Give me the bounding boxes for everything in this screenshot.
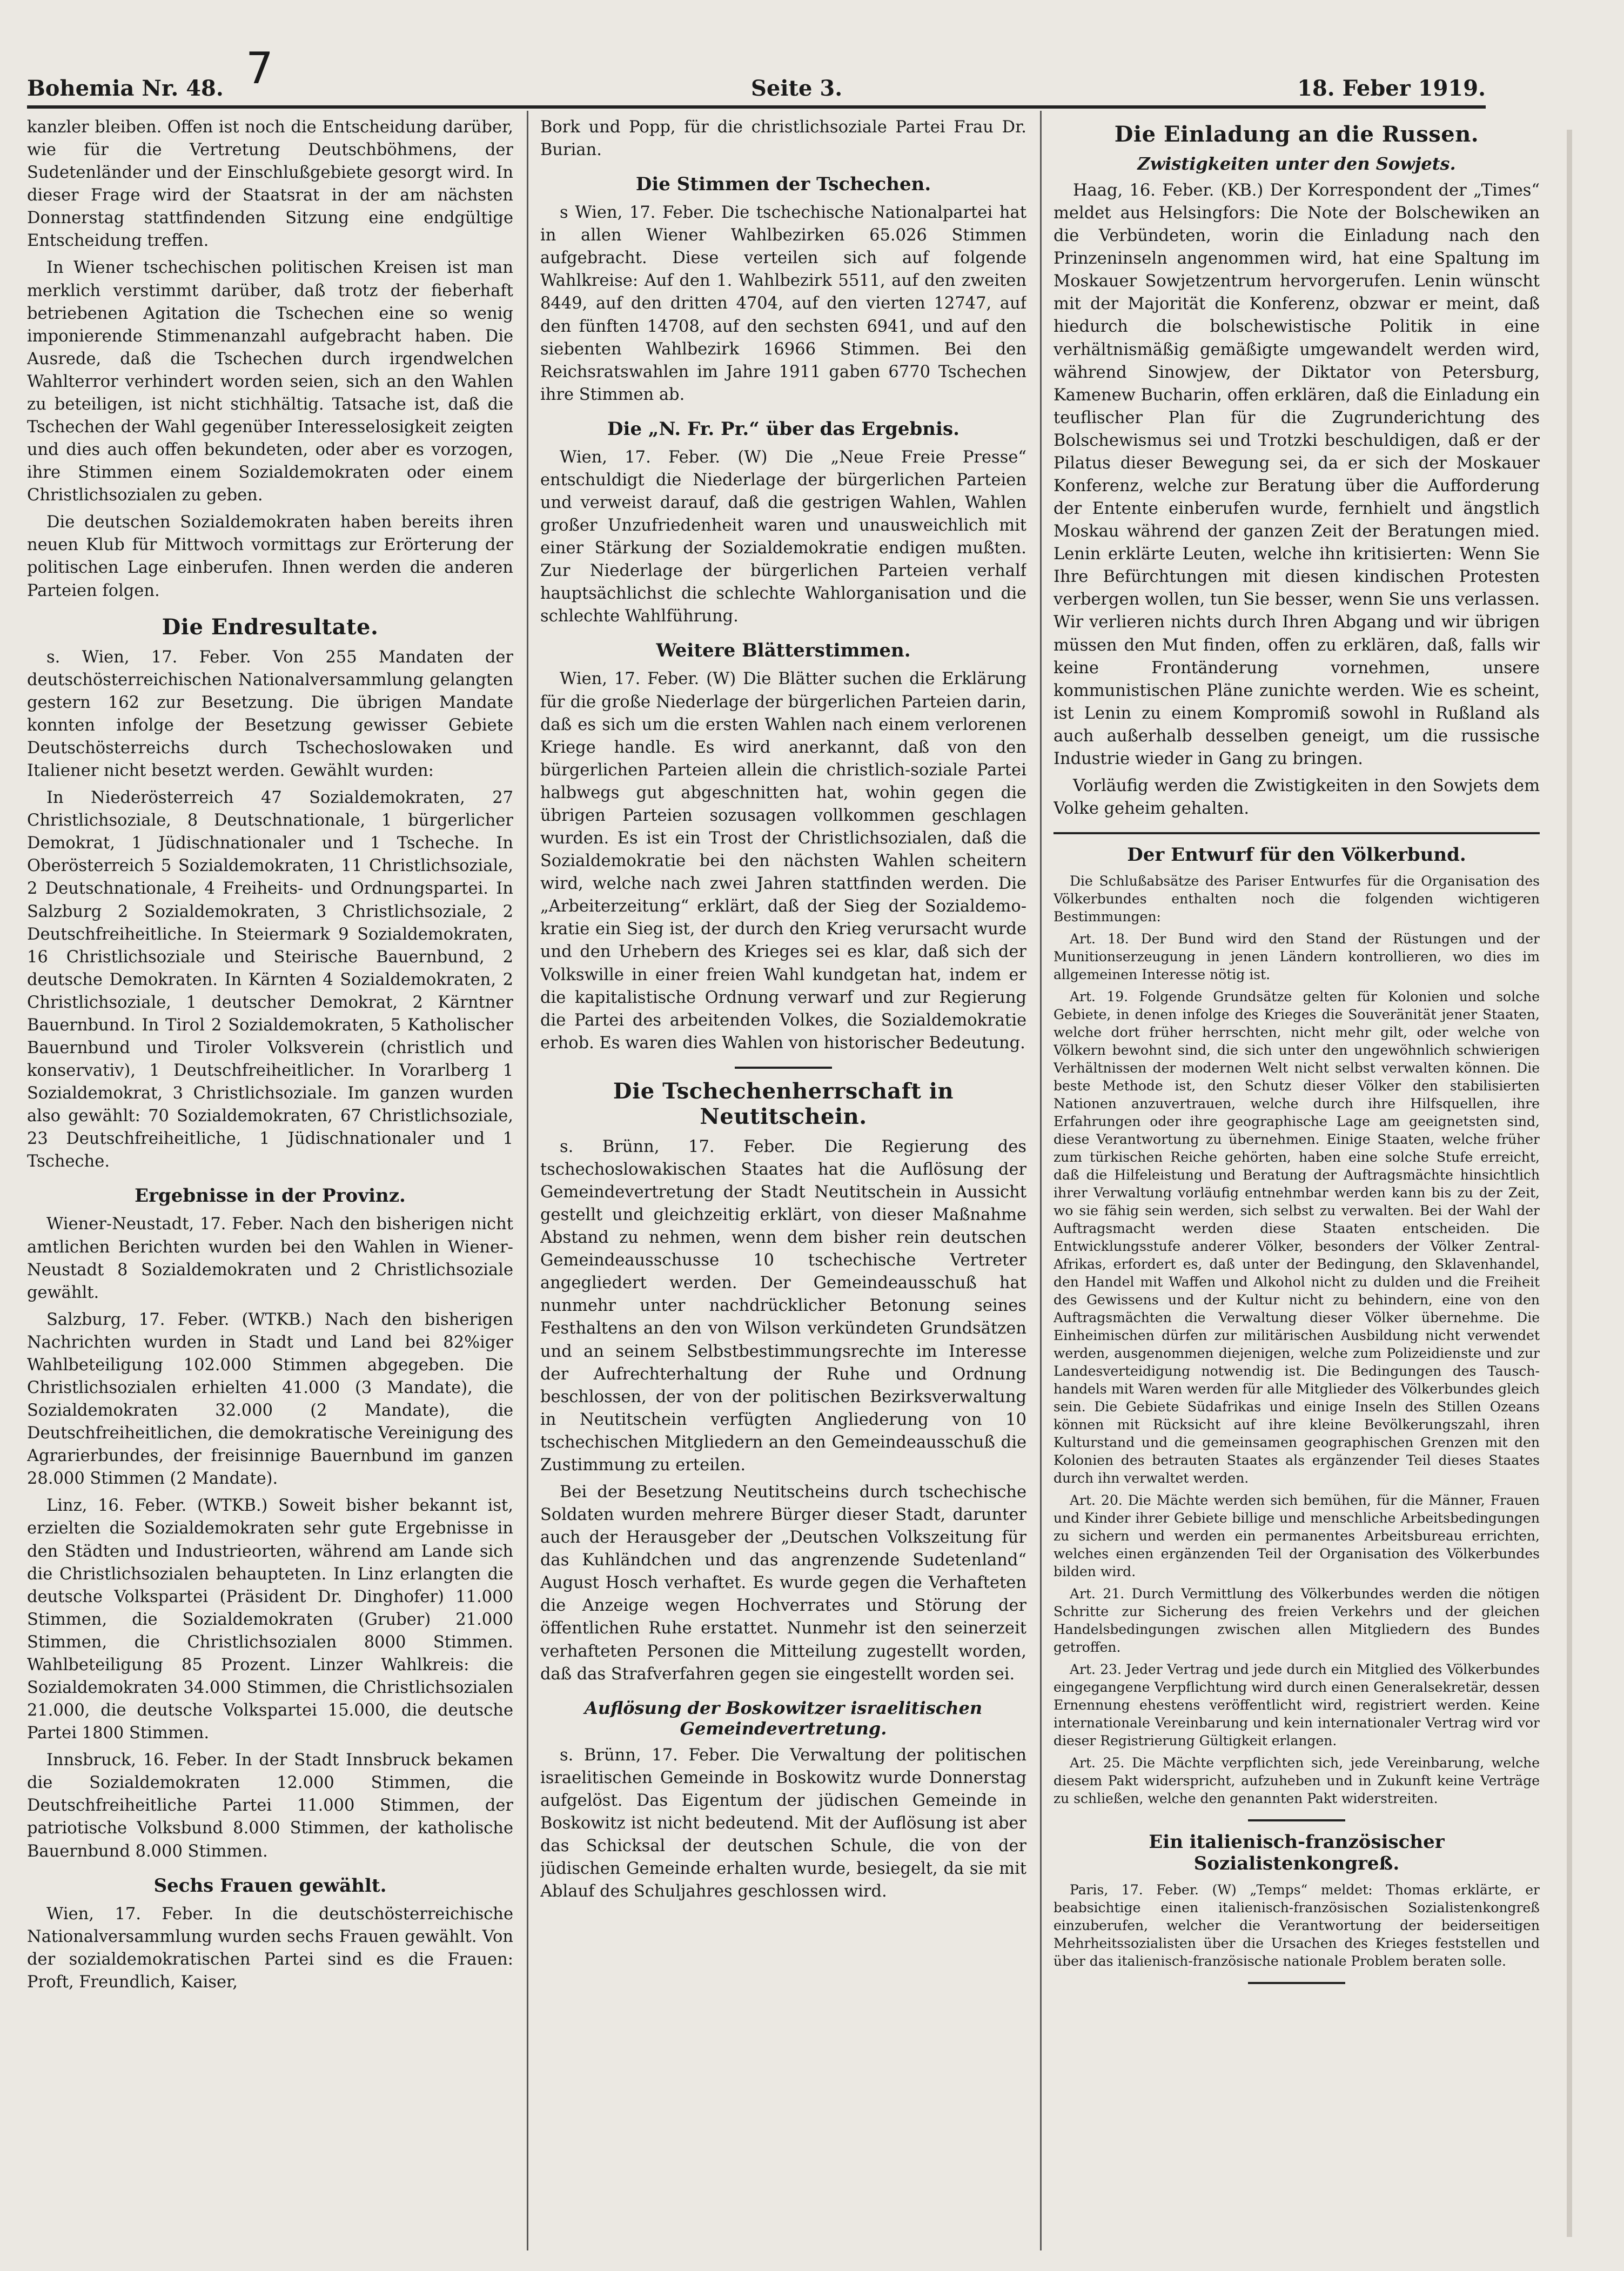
column-divider [1040,111,1042,2250]
paragraph: In Niederösterreich 47 Sozialdemokraten, 27 Christlichsoziale, 8 Deutschnationale, 1 bürgerlicher Demokrat, 1 Jüdischnationaler und 1 Tscheche. In Oberösterreich 5 Sozialdemokraten, 11 Christlichsoziale, 2 Deutschnationale, 4 Freiheits- und Ordnungspartei. In Salzburg 2 Sozialdemokraten, 3 Christlichsoziale, 2 Deutschfreiheitliche. In Steiermark 9 Sozialdemokraten, 16 Christlichsoziale und Steirische Bauernbund, 2 deutsche Demokraten. In Kärnten 4 Sozialdemokraten, 2 Christlichsoziale, 1 deutscher Demokrat, 2 Kärntner Bauernbund. In Tirol 2 Sozialdemokraten, 5 Katholischer Bauernbund und Tiroler Volksverein (christlich und konservativ), 1 Deutschfreiheitlicher. In Vorarlberg 1 Sozialdemokrat, 3 Christlichsoziale. Im ganzen wurden also gewählt: 70 Sozialdemokraten, 67 Christlichsoziale, 23 Deutschfreiheitliche, 1 Jüdischnationaler und 1 Tscheche. [27,788,513,1171]
article-boskowitz [540,1698,1026,1904]
article-weitere [540,640,1026,1054]
column-2 [540,116,1026,2250]
headline: Die Endresultate. [162,614,379,640]
paragraph: Art. 25. Die Mächte verpflichten sich, jede Vereinbarung, welche diesem Pakt widerspricht, aufzuheben und in Zukunft keine Verträge zu schließen, welche den genannten Pakt widerstreiten. [1053,1755,1540,1807]
masthead-rule [27,105,1486,109]
issue-date: 18. Feber 1919. [1297,76,1486,101]
paragraph: Haag, 16. Feber. (KB.) Der Korrespondent der „Times“ meldet aus Helsingfors: Die Note der Bolschewiken an die Verbündeten, worin die Einladung nach den Prinzeninseln angenommen wird, hat eine Spaltung im Moskauer Sowjetzentrum hervorgerufen. Lenin wünscht mit der Majorität die Konferenz, obzwar er meint, daß hiedurch die bolschewistische Politik in eine verhältnismäßig gemäßigte umgewandelt werden wird, während Sinowjew, der Diktator von Petersburg, Kamenew Bucharin, offen erklären, daß die Einladung ein teuflischer Plan für die Zugrunderichtung des Bolschewismus sei und Trotzki beschuldigen, daß er der Pilatus dieser Bewegung sei, da er sich der Moskauer Konferenz, welche zur Beratung über die Aufforderung der Entente einberufen wurde, fernhielt und ängstlich Moskau während der ganzen Zeit der Beratungen mied. Lenin erklärte Leuten, welche ihn kritisierten: Wenn Sie Ihre Befürchtungen mit diesen kindischen Protesten verbergen wollen, tun Sie besser, wenn Sie uns verlassen. Wir verlieren nichts durch Ihren Abgang und wir übrigen müssen den Mut finden, offen zu erklären, daß, falls wir keine Frontänderung vornehmen, unsere kommunistischen Pläne zunichte werden. Wie es scheint, ist Lenin zu einem Kompromiß sowohl in Rußland als auch außerhalb desselben geneigt, um die russische Industrie wieder in Gang zu bringen. [1053,181,1540,768]
headline: Ein italienisch-französischer Sozialistenkongreß. [1149,1831,1445,1875]
paragraph: s Wien, 17. Feber. Die tschechische Nationalpartei hat in allen Wiener Wahlbezirken 65.026 Stimmen aufgebracht. Diese verteilen sich auf folgende Wahlkreise: Auf den 1. Wahlbezirk 5511, auf den zweiten 8449, auf den dritten 4704, auf den vierten 12747, auf den fünften 14708, auf den sechsten 6941, und auf den siebenten Wahlbezirk 16966 Stimmen. Bei den Reichsratswahlen im Jahre 1911 gaben 6770 Tschechen ihre Stimmen ab. [540,203,1026,404]
column-divider [527,111,528,2250]
page-number: Seite 3. [751,76,843,101]
paragraph: In Wiener tschechischen politischen Kreisen ist man merklich verstimmt darüber, daß trotz der fieberhaft betriebenen Agitation die Tschechen eine so wenig imponierende Stimmenanzahl aufgebracht haben. Die Ausrede, daß die Tschechen durch irgendwelchen Wahlterror verhindert worden seien, sich an den Wahlen zu beteiligen, ist nicht stichhältig. Tatsache ist, daß die Tschechen der Wahl gegenüber Interesselosigkeit zeigten und dies auch offen bekundeten, oder aber es vorzogen, ihre Stimmen einem Sozialdemokraten oder einem Christlichsozialen zu geben. [27,258,513,505]
article-frauen [27,1875,513,1994]
section-rule [1248,1819,1345,1821]
paragraph: s. Brünn, 17. Feber. Die Verwaltung der politischen israelitischen Gemeinde in Boskowitz wurde Donnerstag aufgelöst. Das Eigentum der jüdischen Gemeinde in Boskowitz ist nicht bedeutend. Mit der Auflösung ist aber das Schicksal der deutschen Schule, die von der jüdischen Gemeinde erhalten wurde, besiegelt, da sie mit Ablauf des Schuljahres geschlossen wird. [540,1745,1026,1901]
masthead [27,43,1486,108]
paragraph: Art. 20. Die Mächte werden sich bemühen, für die Männer, Frauen und Kinder ihrer Gebiete billige und menschliche Arbeitsbedingungen zu sichern und werden ein permanentes Arbeitsbureau errichten, welches einen ergänzenden Teil der Organisation des Völkerbundes bilden wird. [1053,1492,1540,1580]
article-stimmen-tschechen [540,173,1026,406]
headline: Auflösung der Boskowitzer israelitischen Gemeindevertretung. [584,1697,983,1739]
paragraph: Wien, 17. Feber. (W) Die Blätter suchen die Erklärung für die große Niederlage der bürgerlichen Parteien darin, daß es sich um die ersten Wahlen nach einem verlorenen Kriege handle. Es wird anerkannt, daß von den bürgerlichen Parteien allein die christlich-soziale Partei halbwegs gut abgeschnitten hat, wohin gegen die übrigen Parteien sozusagen vollkommen geschlagen wurden. Es ist ein Trost der Christlichsozialen, daß die Sozialdemokratie bei den nächsten Wahlen scheitern wird, welche nach zwei Jahren stattfinden werden. Die „Arbeiterzeitung“ erklärt, daß der Sieg der Sozialdemokratie ein Sieg ist, der durch den Krieg verursacht wurde und den Urhebern des Krieges sei es klar, daß sich der Volkswille in einer freien Wahl kundgetan hat, indem er die kapitalistische Ordnung verwarf und zur Regierung die Partei des arbeitenden Volkes, die Sozialdemokratie erhob. Es waren dies Wahlen von historischer Bedeutung. [540,669,1026,1053]
article-neutitschein [540,1078,1026,1686]
paragraph: Linz, 16. Feber. (WTKB.) Soweit bisher bekannt ist, erzielten die Sozialdemokraten sehr gute Ergebnisse in den Städten und Industrieorten, während am Lande sich die Christlichsozialen behaupteten. In Linz erlangten die deutsche Volkspartei (Präsident Dr. Dinghofer) 11.000 Stimmen, die Sozialdemokraten (Gruber) 21.000 Stimmen, die Christlichsozialen 8000 Stimmen. Wahlbeteiligung 85 Prozent. Linzer Wahlkreis: die Sozialdemokraten 34.000 Stimmen, die Christlichsozialen 21.000, die deutsche Volkspartei 15.000, die deutsche Partei 1800 Stimmen. [27,1496,513,1743]
paragraph: Art. 18. Der Bund wird den Stand der Rüstungen und der Munitionserzeugung in jenen Ländern kontrollieren, wo dies im allgemeinen Interesse nötig ist. [1053,931,1540,983]
article-frauen-continued [540,116,1026,162]
headline: Die Stimmen der Tschechen. [635,173,931,196]
paragraph: Bork und Popp, für die christlichsoziale Partei Frau Dr. Burian. [540,118,1026,160]
article-nfp [540,418,1026,628]
headline: Weitere Blätterstimmen. [656,640,911,662]
paragraph: Salzburg, 17. Feber. (WTKB.) Nach den bisherigen Nachrichten wurden in Stadt und Land bei 82%iger Wahlbeteiligung 102.000 Stimmen abgegeben. Die Christlichsozialen erhielten 41.000 (3 Mandate), die Sozialdemokraten 32.000 (2 Mandate), die Deutschfreiheitlichen, die demokratische Vereinigung des Agrarierbundes, der freisinnige Bauernbund im ganzen 28.000 Stimmen (2 Mandate). [27,1310,513,1489]
paragraph: s. Brünn, 17. Feber. Die Regierung des tschechoslowakischen Staates hat die Auflösung der Gemeindevertretung der Stadt Neutitschein in Aussicht gestellt und gleichzeitig erklärt, von dieser Maßnahme Abstand zu nehmen, wenn dem bisher rein deutschen Gemeindeausschusse 10 tschechische Vertreter angegliedert werden. Der Gemeindeausschuß hat nunmehr unter nachdrücklicher Betonung seines Festhaltens an den von Wilson verkündeten Grundsätzen und an seinem Selbstbestimmungsrechte im Interesse der Aufrechterhaltung der Ruhe und Ordnung beschlossen, der von der politischen Bezirksverwaltung in Neutitschein verfügten Angliederung von 10 tschechischen Mitgliedern an den Gemeindeausschuß die Zustimmung zu erteilen. [540,1137,1026,1475]
paragraph: Bei der Besetzung Neutitscheins durch tschechische Soldaten wurden mehrere Bürger dieser Stadt, darunter auch der Herausgeber der „Deutschen Volkszeitung für das Kuhländchen und das angrenzende Sudetenland“ August Hosch verhaftet. Es wurde gegen die Verhafteten die Anzeige wegen Hochverrates und Störung der öffentlichen Ruhe erstattet. Nunmehr ist den seinerzeit verhafteten Personen die Mitteilung zugestellt worden, daß das Strafverfahren gegen sie eingestellt worden sei. [540,1482,1026,1684]
handwritten-mark: 7 [246,43,273,93]
subheadline: Zwistigkeiten unter den Sowjets. [1137,153,1456,174]
article-provinz [27,1185,513,1863]
paragraph: Art. 21. Durch Vermittlung des Völkerbundes werden die nötigen Schritte zur Sicherung des freien Verkehrs und der gleichen Handelsbedingungen zwischen allen Mitgliedern des Bundes getroffen. [1053,1586,1540,1656]
paragraph: Innsbruck, 16. Feber. In der Stadt Innsbruck bekamen die Sozialdemokraten 12.000 Stimmen, die Deutschfreiheitliche Partei 11.000 Stimmen, der patriotische Volksbund 8.000 Stimmen, der katholische Bauernbund 8.000 Stimmen. [27,1751,513,1861]
paragraph: kanzler bleiben. Offen ist noch die Entscheidung darüber, wie für die Vertretung Deutschböhmens, der Sudetenländer und der Einschlußgebiete gesorgt wird. In dieser Frage wird der Staatsrat in der am nächsten Donnerstag stattfindenden Sitzung eine endgültige Entscheidung treffen. [27,118,513,251]
headline: Die Einladung an die Russen. [1114,122,1479,147]
article-staatsrat-continued [27,116,513,602]
column-1 [27,116,513,2250]
paragraph: s. Wien, 17. Feber. Von 255 Mandaten der deutschösterreichischen Nationalversammlung gelangten gestern 162 zur Besetzung. Die übrigen Mandate konnten infolge der Besetzung gewisser Gebiete Deutschösterreichs durch Tschechoslowaken und Italiener nicht besetzt werden. Gewählt wurden: [27,647,513,781]
paragraph: Art. 23. Jeder Vertrag und jede durch ein Mitglied des Völkerbundes eingegangene Verpflichtung wird durch einen Generalsekretär, dessen Ernennung ehestens veröffentlicht wird, registriert werden. Keine internationale Vereinbarung und kein internationaler Vertrag wird vor dieser Registrierung Gültigkeit erlangen. [1053,1662,1540,1749]
paragraph: Wien, 17. Feber. In die deutschösterreichische Nationalversammlung wurden sechs Frauen gewählt. Von der sozialdemokratischen Partei sind es die Frauen: Proft, Freundlich, Kaiser, [27,1904,513,1992]
headline: Sechs Frauen gewählt. [153,1874,387,1897]
section-rule [735,1067,832,1069]
column-3 [1053,116,1540,2250]
paragraph: Vorläufig werden die Zwistigkeiten in den Sowjets dem Volke geheim gehalten. [1053,776,1540,819]
headline: Die Tschechenherrschaft in Neutitschein. [613,1078,954,1129]
paragraph: Wien, 17. Feber. (W) Die „Neue Freie Presse“ entschuldigt die Niederlage der bürgerlichen Parteien und verweist darauf, daß die gestrigen Wahlen, Wahlen großer Unzufriedenheit waren und unausweichlich mit einer Stärkung der Sozialdemokratie endigen mußten. Zur Niederlage der bürgerlichen Parteien verhalf hauptsächlichst die schlechte Wahlorganisation und die schlechte Wahlführung. [540,447,1026,626]
paragraph: Paris, 17. Feber. (W) „Temps“ meldet: Thomas erklärte, er beabsichtige einen italienisch-französischen Sozialistenkongreß einzuberufen, welcher die Verantwortung der beiderseitigen Mehrheitssozialisten über die Ursachen des Krieges feststellen und über das italienisch-französische nationale Problem beraten solle. [1053,1882,1540,1969]
article-endresultate [27,614,513,1174]
headline: Der Entwurf für den Völkerbund. [1127,844,1466,866]
paragraph: Art. 19. Folgende Grundsätze gelten für Kolonien und solche Gebiete, in denen infolge des Krieges die Souveränität jener Staaten, welche dort früher herrschten, nicht mehr gilt, oder welche von Völkern bewohnt sind, die sich unter den ungewöhnlich schwierigen Verhältnissen der modernen Welt nicht selbst verwalten können. Die beste Methode ist, den Schutz dieser Völker den stabilisierten Nationen anzuvertrauen, welche durch ihre Hilfsquellen, ihre Erfahrungen oder ihre geographische Lage am geeignetsten sind, diese Verantwortung zu übernehmen. Einige Staaten, welche früher zum türkischen Reiche gehörten, haben eine solche Stufe erreicht, daß die Hilfeleistung und Beratung der Auftragsmächte hinsichtlich ihrer Verwaltung vorläufig entnehmbar werden kann bis zu der Zeit, wo sie fähig sein werden, sich selbst zu verwalten. Bei der Wahl der Auftragsmacht werden diese Staaten entscheiden. Die Entwicklungsstufe anderer Völker, besonders der Völker Zentral-Afrikas, erfordert es, daß unter der Bedingung, den Sklavenhandel, den Handel mit Waffen und Alkohol nicht zu dulden und die Freiheit des Gewissens und der Kultur nicht zu behindern, eine von den Auftragsmächten die Verwaltung dieser Völker übernehme. Die Einheimischen dürfen zur militärischen Ausbildung nicht verwendet werden, ausgenommen diejenigen, welche zum Polizeidienste und zur Landesverteidigung notwendig ist. Die Bedingungen des Tauschhandels mit Waren werden für alle Mitglieder des Völkerbundes gleich sein. Die Gebiete Südafrikas und einige Inseln des Stillen Ozeans können mit Rücksicht auf ihre kleine Bevölkerungszahl, ihren Kulturstand und die gemeinsamen geographischen Grenzen mit den Kolonien des betrauten Staates als ergänzender Teil dieses Staates durch ihn verwaltet werden. [1053,989,1540,1486]
headline: Ergebnisse in der Provinz. [135,1185,406,1207]
article-einladung [1053,122,1540,820]
article-voelkerbund [1053,844,1540,1807]
publication-issue: Bohemia Nr. 48. [27,76,224,101]
headline: Die „N. Fr. Pr.“ über das Ergebnis. [607,418,959,440]
section-rule [1053,832,1540,834]
paragraph: Wiener-Neustadt, 17. Feber. Nach den bisherigen nicht amtlichen Berichten wurden bei den Wahlen in Wiener-Neustadt 8 Sozialdemokraten und 2 Christlichsoziale gewählt. [27,1215,513,1302]
page-edge-shadow [1567,130,1572,2237]
paragraph: Die deutschen Sozialdemokraten haben bereits ihren neuen Klub für Mittwoch vormittags zur Erörterung der politischen Lage einberufen. Ihnen werden die anderen Parteien folgen. [27,513,513,600]
article-kongress [1053,1831,1540,1970]
section-rule [1248,1982,1345,1984]
paragraph: Die Schlußabsätze des Pariser Entwurfes für die Organisation des Völkerbundes enthalten noch die folgenden wichtigeren Bestimmungen: [1053,873,1540,925]
